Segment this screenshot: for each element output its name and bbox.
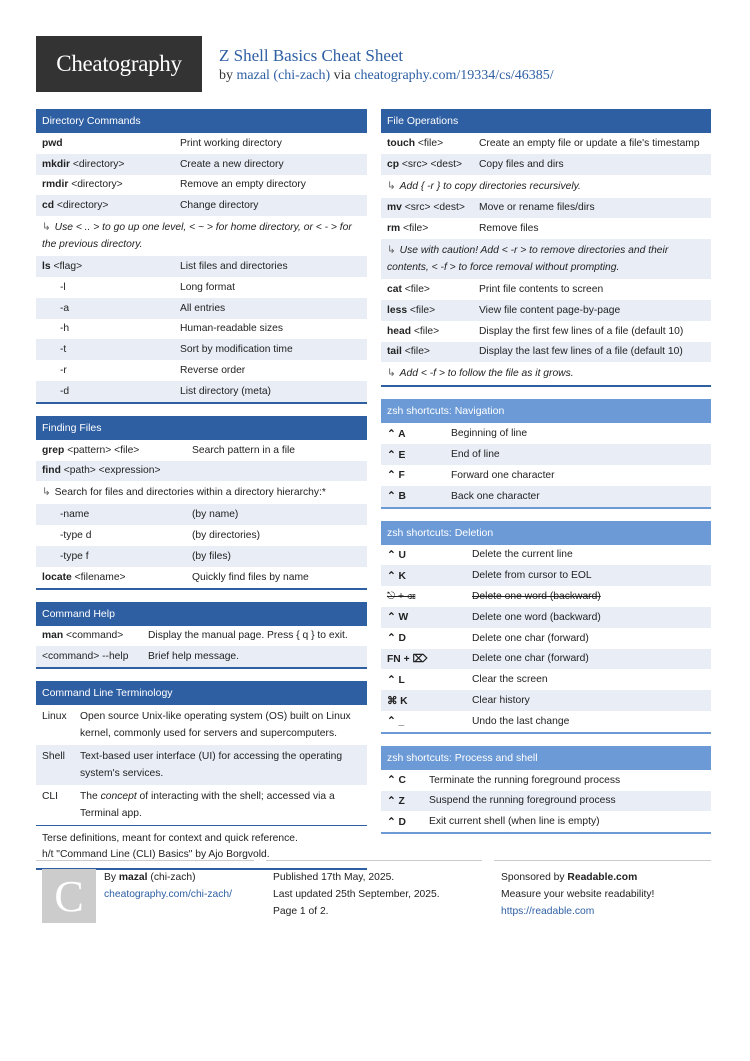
- via-label: via: [333, 68, 351, 83]
- description-cell: Delete the current line: [472, 549, 573, 561]
- table-row: [381, 586, 711, 607]
- table-row: [381, 649, 711, 670]
- command-cell: rm <file>: [387, 223, 429, 235]
- return-arrow-icon: ↳: [387, 180, 396, 192]
- command-cell: find <path> <expression>: [42, 465, 161, 477]
- description-cell: Copy files and dirs: [479, 158, 564, 170]
- description-cell: (by files): [192, 550, 231, 562]
- section-title: Command Help: [36, 602, 367, 626]
- published-date: Published 17th May, 2025.: [273, 872, 395, 883]
- term-cell: Shell: [42, 751, 65, 763]
- author-avatar[interactable]: C: [42, 869, 96, 923]
- updated-date: Last updated 25th September, 2025.: [273, 889, 440, 900]
- navigation-shortcuts-section: [381, 399, 711, 508]
- description-cell: Beginning of line: [451, 428, 528, 440]
- description-cell: Delete one char (forward): [472, 632, 589, 644]
- page-number: Page 1 of 2.: [273, 906, 329, 917]
- table-row: [381, 811, 711, 832]
- table-row: [381, 154, 711, 175]
- table-row: [381, 218, 711, 239]
- table-row: [381, 133, 711, 154]
- sponsor-link[interactable]: https://readable.com: [501, 906, 595, 917]
- by-label: by: [219, 68, 233, 83]
- table-row: [36, 504, 367, 525]
- sponsor-tagline: Measure your website readability!: [501, 889, 655, 900]
- process-shortcuts-section: [381, 746, 711, 834]
- description-cell: Terminate the running foreground process: [429, 774, 621, 786]
- help-table: [36, 626, 367, 668]
- command-cell: tail <file>: [387, 346, 430, 358]
- table-row: [381, 545, 711, 566]
- shortcut-key: ⌃ D: [387, 633, 406, 645]
- table-row: [36, 525, 367, 546]
- return-arrow-icon: ↳: [387, 368, 396, 380]
- process-table: [381, 770, 711, 832]
- table-row: [36, 133, 367, 154]
- finding-files-section: [36, 416, 367, 590]
- author-profile-link[interactable]: cheatography.com/chi-zach/: [104, 889, 233, 900]
- table-row: [36, 298, 367, 319]
- table-row: [381, 607, 711, 628]
- table-row: [36, 277, 367, 298]
- description-cell: Back one character: [451, 490, 540, 502]
- author-link[interactable]: mazal (chi-zach): [236, 68, 331, 83]
- table-row: [36, 705, 367, 745]
- command-cell: mkdir <directory>: [42, 158, 125, 170]
- description-cell: Change directory: [180, 200, 259, 212]
- table-row: [381, 342, 711, 363]
- section-title: zsh shortcuts: Navigation: [381, 399, 711, 423]
- option-cell: -name: [60, 509, 90, 521]
- footer-author: [36, 860, 254, 922]
- command-cell: pwd: [42, 137, 63, 149]
- left-column: [36, 109, 367, 882]
- table-row: [36, 646, 367, 667]
- description-cell: Quickly find files by name: [192, 571, 309, 583]
- description-cell: List directory (meta): [180, 385, 271, 397]
- table-row: [381, 690, 711, 711]
- description-cell: Remove files: [479, 223, 539, 235]
- description-cell: Search pattern in a file: [192, 444, 296, 456]
- description-cell: Remove an empty directory: [180, 179, 306, 191]
- table-row: [381, 486, 711, 507]
- command-cell: less <file>: [387, 304, 436, 316]
- command-cell: cd <directory>: [42, 200, 109, 212]
- shortcut-key: ⌃ _: [387, 716, 405, 728]
- section-title: Directory Commands: [36, 109, 367, 133]
- table-row: [36, 339, 367, 360]
- description-cell: Suspend the running foreground process: [429, 795, 616, 807]
- table-row: [381, 465, 711, 486]
- table-row: [381, 444, 711, 465]
- footnote-line: Terse definitions, meant for context and quick reference.: [42, 833, 298, 845]
- tip-note: ↳ Search for files and directories within a directory hierarchy:*: [42, 487, 326, 499]
- description-cell: Forward one character: [451, 469, 555, 481]
- shortcut-key: ⌃ W: [387, 612, 409, 624]
- file-operations-section: [381, 109, 711, 387]
- return-arrow-icon: ↳: [387, 245, 396, 257]
- definition-cell: The concept of interacting with the shell; accessed via a Terminal app.: [80, 791, 335, 820]
- term-cell: Linux: [42, 711, 67, 723]
- description-cell: Clear history: [472, 695, 530, 707]
- option-cell: -type f: [60, 550, 89, 562]
- section-title: File Operations: [381, 109, 711, 133]
- directory-table: [36, 133, 367, 402]
- command-cell: man <command>: [42, 630, 124, 642]
- shortcut-key: ⌃ D: [387, 816, 406, 828]
- description-cell: Delete from cursor to EOL: [472, 570, 592, 582]
- table-row: [381, 669, 711, 690]
- table-row: [381, 565, 711, 586]
- table-row: [36, 195, 367, 216]
- table-row: [36, 319, 367, 340]
- footnote-credit: h/t "Command Line (CLI) Basics" by Ajo Borgvold.: [42, 849, 270, 861]
- command-cell: locate <filename>: [42, 571, 126, 583]
- cheatography-logo[interactable]: Cheatography: [36, 36, 202, 92]
- table-row: [381, 770, 711, 791]
- description-cell: Undo the last change: [472, 715, 570, 727]
- table-row: [36, 381, 367, 402]
- description-cell: Exit current shell (when line is empty): [429, 816, 600, 828]
- page-header: [36, 36, 716, 92]
- option-cell: -type d: [60, 530, 92, 542]
- table-row: [381, 423, 711, 444]
- shortcut-key: ⌃ K: [387, 570, 406, 582]
- description-cell: Print file contents to screen: [479, 284, 604, 296]
- table-row: [36, 154, 367, 175]
- table-row: [36, 175, 367, 196]
- sheet-url-link[interactable]: cheatography.com/19334/cs/46385/: [354, 68, 554, 83]
- flag-cell: -d: [60, 385, 70, 397]
- right-column: [381, 109, 711, 846]
- table-row: [381, 628, 711, 649]
- navigation-table: [381, 423, 711, 506]
- table-row: [381, 300, 711, 321]
- definition-cell: Text-based user interface (UI) for accessing the operating system's services.: [80, 751, 343, 780]
- shortcut-key: ⌃ C: [387, 775, 406, 787]
- section-title: Command Line Terminology: [36, 681, 367, 705]
- table-row: [36, 256, 367, 277]
- shortcut-key: ⌃ F: [387, 470, 405, 482]
- description-cell: Human-readable sizes: [180, 323, 284, 335]
- description-cell: Print working directory: [180, 137, 282, 149]
- shortcut-key: ⌃ B: [387, 491, 406, 503]
- flag-cell: -r: [60, 365, 67, 377]
- table-row: [36, 745, 367, 785]
- shortcut-key: FN + ⌦: [387, 653, 428, 665]
- byline: [219, 68, 554, 84]
- page-footer: [36, 860, 711, 930]
- description-cell: Delete one word (backward): [472, 591, 601, 603]
- tip-note: ↳ Use with caution! Add < -r > to remove directories and their contents, < -f > to force removal without prompting.: [381, 239, 711, 279]
- section-title: zsh shortcuts: Process and shell: [381, 746, 711, 770]
- description-cell: Long format: [180, 281, 235, 293]
- shortcut-key: ⌃ L: [387, 674, 405, 686]
- description-cell: Delete one word (backward): [472, 611, 601, 623]
- shortcut-key: ⌃ A: [387, 428, 406, 440]
- description-cell: Reverse order: [180, 365, 246, 377]
- description-cell: Sort by modification time: [180, 344, 293, 356]
- command-cell: cp <src> <dest>: [387, 158, 462, 170]
- description-cell: Delete one char (forward): [472, 653, 589, 665]
- description-cell: End of line: [451, 449, 500, 461]
- tip-note: ↳ Add { -r } to copy directories recursively.: [387, 180, 581, 192]
- fileops-table: [381, 133, 711, 385]
- command-cell: touch <file>: [387, 137, 444, 149]
- command-cell: grep <pattern> <file>: [42, 444, 140, 456]
- description-cell: List files and directories: [180, 261, 288, 273]
- description-cell: Display the first few lines of a file (default 10): [479, 325, 684, 337]
- table-row: [36, 546, 367, 567]
- table-row: [381, 791, 711, 812]
- return-arrow-icon: ↳: [42, 222, 51, 234]
- table-row: [381, 711, 711, 732]
- description-cell: Move or rename files/dirs: [479, 202, 595, 214]
- flag-cell: -a: [60, 302, 70, 314]
- tip-note: ↳ Use < .. > to go up one level, < ~ > for home directory, or < - > for the previous directory.: [42, 222, 352, 251]
- shortcut-key: ⌘ K: [387, 695, 408, 707]
- description-cell: Create an empty file or update a file's timestamp: [479, 137, 700, 149]
- table-row: [36, 360, 367, 381]
- return-arrow-icon: ↳: [42, 487, 51, 499]
- footer-dates: [266, 860, 482, 922]
- shortcut-key: ⌃ Z: [387, 795, 405, 807]
- description-cell: (by name): [192, 509, 239, 521]
- table-row: [36, 626, 367, 647]
- description-cell: View file content page-by-page: [479, 304, 621, 316]
- shortcut-key: ⌃ U: [387, 549, 406, 561]
- command-cell: <command> --help: [42, 651, 129, 663]
- deletion-shortcuts-section: [381, 521, 711, 734]
- directory-commands-section: [36, 109, 367, 404]
- command-help-section: [36, 602, 367, 670]
- definition-cell: Open source Unix-like operating system (OS) built on Linux kernel, commonly used for servers and supercomputers.: [80, 711, 351, 740]
- terminology-section: [36, 681, 367, 870]
- table-row: [36, 440, 367, 461]
- terminology-table: [36, 705, 367, 825]
- flag-cell: -h: [60, 323, 70, 335]
- shortcut-key: ⌃ E: [387, 449, 406, 461]
- description-cell: (by directories): [192, 530, 261, 542]
- command-cell: head <file>: [387, 325, 440, 337]
- flag-cell: -t: [60, 344, 67, 356]
- flag-cell: -l: [60, 281, 66, 293]
- table-row: [381, 279, 711, 300]
- section-title: Finding Files: [36, 416, 367, 440]
- page-title: Z Shell Basics Cheat Sheet: [219, 46, 404, 65]
- description-cell: Display the manual page. Press { q } to exit.: [148, 630, 348, 642]
- table-row: [381, 198, 711, 219]
- deletion-table: [381, 545, 711, 732]
- tip-note: ↳ Add < -f > to follow the file as it grows.: [387, 368, 574, 380]
- description-cell: Create a new directory: [180, 158, 284, 170]
- command-cell: mv <src> <dest>: [387, 202, 465, 214]
- command-cell: cat <file>: [387, 284, 430, 296]
- shortcut-key: ⎋ + ⌫: [387, 590, 416, 602]
- table-row: [36, 461, 367, 482]
- section-title: zsh shortcuts: Deletion: [381, 521, 711, 545]
- description-cell: Brief help message.: [148, 651, 240, 663]
- table-row: [36, 567, 367, 588]
- term-cell: CLI: [42, 791, 59, 803]
- command-cell: rmdir <directory>: [42, 179, 123, 191]
- footer-sponsor: [494, 860, 711, 922]
- description-cell: Clear the screen: [472, 674, 548, 686]
- table-row: [381, 321, 711, 342]
- sponsor-name[interactable]: Readable.com: [567, 872, 638, 883]
- description-cell: All entries: [180, 302, 226, 314]
- finding-table: [36, 440, 367, 588]
- author-line: By mazal (chi-zach): [104, 872, 196, 883]
- description-cell: Display the last few lines of a file (default 10): [479, 346, 683, 358]
- author-name[interactable]: mazal: [118, 872, 148, 883]
- table-row: [36, 785, 367, 825]
- command-cell: ls <flag>: [42, 261, 83, 273]
- sponsor-line: Sponsored by Readable.com: [501, 872, 638, 883]
